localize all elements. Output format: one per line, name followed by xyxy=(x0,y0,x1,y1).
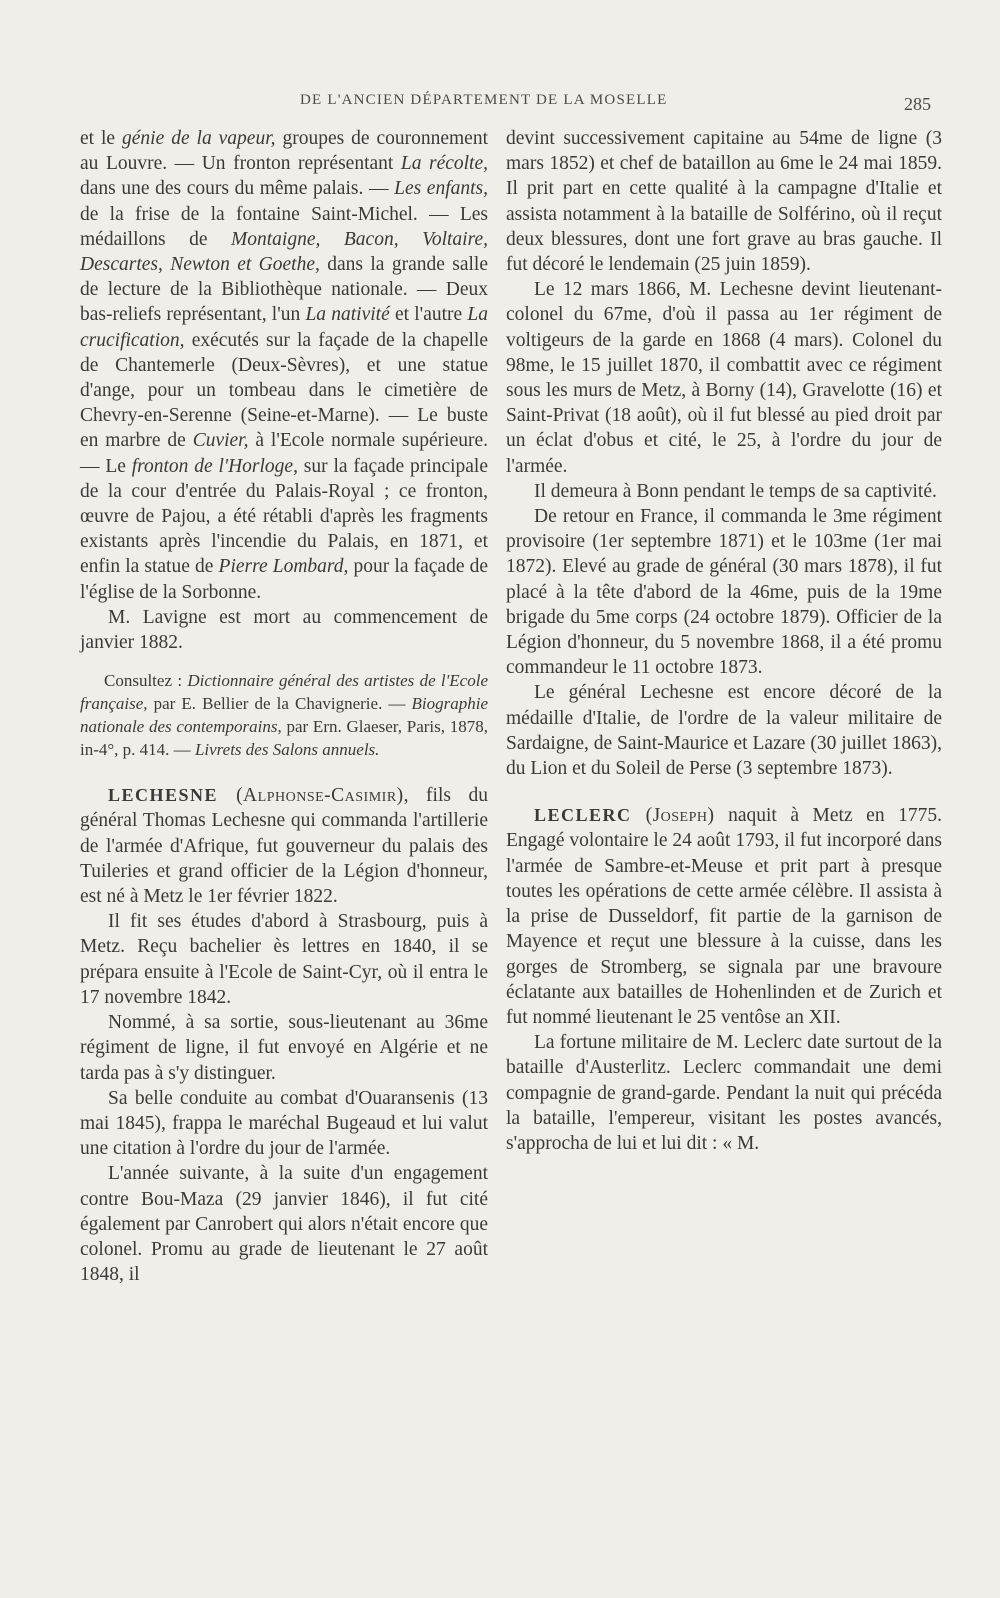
paragraph-colonel: Le 12 mars 1866, M. Lechesne devint lieutenant-colonel du 67me, d'où il passa au 1er régiment de voltigeurs de la garde en 1868 (4 mars). Colonel du 98me, le 15 juillet 1870, il combattit avec ce régiment sous les murs de Metz, à Borny (14), Gravelotte (16) et Saint-Privat (18 août), où il fut blessé au pied droit par un éclat d'obus et cité, le 25, à l'ordre du jour de l'armée. xyxy=(506,279,942,477)
spacer xyxy=(80,655,488,669)
paragraph-career: devint successivement capitaine au 54me de ligne (3 mars 1852) et chef de bataillon au 6me le 24 mai 1859. Il prit part en cette qualité à la campagne d'Italie et assista notamment à la bataille de Solférino, où il reçut deux blessures, dont une fort grave au bras gauche. Il fut décoré le lendemain (25 juin 1859). xyxy=(506,128,942,276)
running-title: DE L'ANCIEN DÉPARTEMENT DE LA MOSELLE xyxy=(300,92,668,108)
paragraph-studies: Il fit ses études d'abord à Strasbourg, puis à Metz. Reçu bachelier ès lettres en 1840, il se prépara ensuite à l'Ecole de Saint-Cyr, où il entra le 17 novembre 1842. xyxy=(80,911,488,1008)
paragraph-works-list: et le génie de la vapeur, groupes de couronnement au Louvre. — Un fronton représentant La récolte, dans une des cours du même palais. — Les enfants, de la frise de la fontaine Saint-Michel. — Les médaillons de Montaigne, Bacon, Voltaire, Descartes, Newton et Goethe, dans la grande salle de lecture de la Bibliothèque nationale. — Deux bas-reliefs représentant, l'un La nativité et l'autre La crucification, exécutés sur la façade de la chapelle de Chantemerle (Deux-Sèvres), et une statue d'ange, pour un tombeau dans le cimetière de Chevry-en-Serenne (Seine-et-Marne). — Le buste en marbre de Cuvier, à l'Ecole normale supérieure. — Le fronton de l'Horloge, sur la façade principale de la cour d'entrée du Palais-Royal ; ce fronton, œuvre de Pajou, a été rétabli d'après les fragments existants après l'incendie du Palais, en 1871, et enfin la statue de Pierre Lombard, pour la façade de l'église de la Sorbonne. xyxy=(80,128,489,603)
paragraph-captivity: Il demeura à Bonn pendant le temps de sa captivité. xyxy=(534,480,937,502)
paragraph-return: De retour en France, il commanda le 3me régiment provisoire (1er septembre 1871) et le 103me (1er mai 1872). Elevé au grade de général (30 mars 1878), il fut placé à la tête d'abord de la 46me, puis de la 19me brigade du 5me corps (24 octobre 1879). Officier de la Légion d'honneur, du 5 novembre 1868, il a été promu commandeur le 11 octobre 1873. xyxy=(506,506,942,679)
entry-leclerc: LECLERC (Joseph) naquit à Metz en 1775. Engagé volontaire le 24 août 1793, il fut incorporé dans l'armée de Sambre-et-Meuse et prit part à presque toutes les opérations de cette armée célèbre. Il assista à la prise de Dusseldorf, fit partie de la garnison de Mayence et reçut une blessure à la cuisse, dans les gorges de Stromberg, se signala par une bravoure éclatante aux batailles de Hohenlinden et de Zurich et fut nommé lieutenant le 25 ventôse an XII. xyxy=(506,805,943,1028)
right-column xyxy=(506,126,942,1156)
entry-given-names: (Joseph) xyxy=(631,805,715,827)
page-number: 285 xyxy=(904,94,931,114)
paragraph-engagement: L'année suivante, à la suite d'un engagement contre Bou-Maza (29 janvier 1846), il fut cité également par Canrobert qui alors n'était encore que colonel. Promu au grade de lieutenant le 27 août 1848, il xyxy=(80,1163,488,1286)
left-column xyxy=(80,126,488,1287)
entry-name-lechesne: LECHESNE xyxy=(108,785,219,806)
paragraph-austerlitz: La fortune militaire de M. Leclerc date surtout de la bataille d'Austerlitz. Leclerc commandait une demi compagnie de grand-garde. Pendant la nuit qui précéda la bataille, l'empereur, visitant les postes avancés, s'approcha de lui et lui dit : « M. xyxy=(506,1032,942,1154)
paragraph-decorations: Le général Lechesne est encore décoré de la médaille d'Italie, de l'ordre de la valeur militaire de Sardaigne, de Saint-Maurice et Lazare (30 juillet 1863), du Lion et du Soleil de Perse (3 septembre 1873). xyxy=(506,682,942,780)
page-header xyxy=(0,88,1000,118)
paragraph-appointment: Nommé, à sa sortie, sous-lieutenant au 36me régiment de ligne, il fut envoyé en Algérie et ne tarda pas à s'y distinguer. xyxy=(80,1012,488,1084)
entry-lechesne: LECHESNE (Alphonse-Casimir), fils du général Thomas Lechesne qui commanda l'artillerie de l'armée d'Afrique, fut gouverneur du palais des Tuileries et grand officier de la Légion d'honneur, est né à Metz le 1er février 1822. xyxy=(80,785,488,908)
entry-given-names: (Alphonse-Casimir) xyxy=(218,785,404,807)
spacer xyxy=(80,761,488,783)
paragraph-combat: Sa belle conduite au combat d'Ouaransenis (13 mai 1845), frappa le maréchal Bugeaud et lui valut une citation à l'ordre du jour de l'armée. xyxy=(80,1087,488,1160)
bibliography-note: Consultez : Dictionnaire général des artistes de l'Ecole française, par E. Bellier de la Chavignerie. — Biographie nationale des contemporains, par Ern. Glaeser, Paris, 1878, in-4°, p. 414. — Livrets des Salons annuels. xyxy=(80,671,489,760)
spacer xyxy=(506,781,942,803)
entry-name-leclerc: LECLERC xyxy=(534,805,632,826)
paragraph-death: M. Lavigne est mort au commencement de janvier 1882. xyxy=(80,606,488,654)
